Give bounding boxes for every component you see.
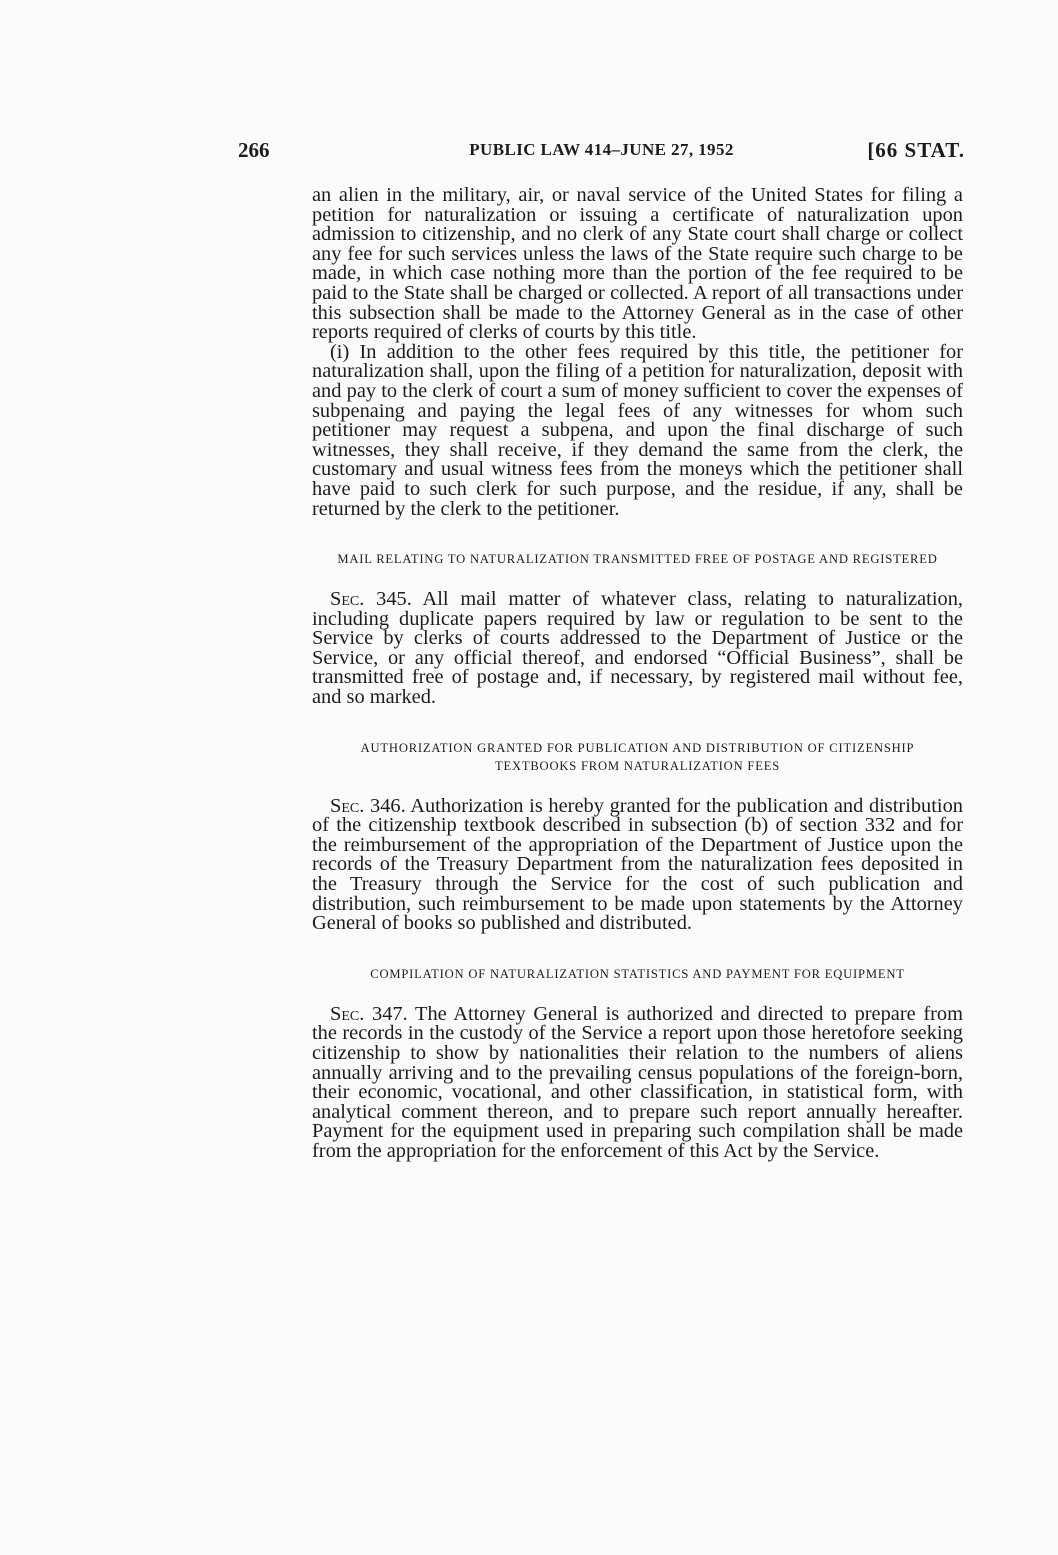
section-text: Authorization is hereby granted for the publication and distribution of the citizenship textbook described in subsection (b) of section 332 and for the reimbursement of the appropriation of the Department of Justice upon the records of the Treasury Department from the naturalization fees deposited in the Treasury through the Service for the cost of such publication and distribution, such reimbursement to be made upon statements by the Attorney General of books so published and distributed. <box>312 794 963 935</box>
section-heading-346: AUTHORIZATION GRANTED FOR PUBLICATION AND DISTRIBUTION OF CITIZENSHIP TEXTBOOKS FROM NATURALIZATION FEES <box>360 740 915 773</box>
page-header <box>238 138 965 168</box>
section-heading-345: MAIL RELATING TO NATURALIZATION TRANSMITTED FREE OF POSTAGE AND REGISTERED <box>337 552 938 567</box>
section-label: Sec. <box>330 588 365 611</box>
section-number: 347. <box>372 1002 408 1025</box>
section-text: All mail matter of whatever class, relating to naturalization, including duplicate papers required by law or regulation to be sent to the Service by clerks of courts addressed to the Department of Justice or the Service, or any official thereof, and endorsed “Official Business”, shall be transmitted free of postage and, if necessary, by registered mail without fee, and so marked. <box>312 588 963 709</box>
statute-reference: [66 STAT. <box>867 138 965 162</box>
continuation-paragraph: an alien in the military, air, or naval service of the United States for filing a petition for naturalization or issuing a certificate of naturalization upon admission to citizenship, and no clerk of any State court shall charge or collect any fee for such services unless the laws of the State require such charge to be made, in which case nothing more than the portion of the fee required to be paid to the State shall be charged or collected. A report of all transactions under this subsection shall be made to the Attorney General as in the case of other reports required of clerks of courts by this title. <box>312 184 963 344</box>
subsection-i-paragraph: (i) In addition to the other fees required by this title, the petitioner for naturalization shall, upon the filing of a petition for naturalization, deposit with and pay to the clerk of court a sum of money sufficient to cover the expenses of subpenaing and paying the legal fees of any witnesses for whom such petitioner may request a subpena, and upon the final discharge of such witnesses, they shall receive, if they demand the same from the clerk, the customary and usual witness fees from the moneys which the petitioner shall have paid to such clerk for such purpose, and the residue, if any, shall be returned by the clerk to the petitioner. <box>312 340 963 520</box>
section-number: 346. <box>370 794 406 817</box>
section-label: Sec. <box>330 1002 365 1025</box>
section-347-paragraph <box>312 1002 963 1162</box>
section-text: The Attorney General is authorized and directed to prepare from the records in the custody of the Service a report upon those heretofore seeking citizenship to show by nationalities their relation to the numbers of aliens annually arriving and to the prevailing census populations of the foreign-born, their economic, vocational, and other classification, in statistical form, with analytical comment thereon, and to prepare such report annually hereafter. Payment for the equipment used in preparing such compilation shall be made from the appropriation for the enforcement of this Act by the Service. <box>312 1002 963 1162</box>
body-text <box>312 186 963 1162</box>
section-346-paragraph <box>312 794 963 935</box>
section-heading-347: COMPILATION OF NATURALIZATION STATISTICS AND PAYMENT FOR EQUIPMENT <box>370 966 905 981</box>
section-number: 345. <box>376 588 412 611</box>
running-title: PUBLIC LAW 414–JUNE 27, 1952 <box>469 140 734 159</box>
page-number: 266 <box>238 138 270 162</box>
section-label: Sec. <box>330 794 365 817</box>
section-345-paragraph <box>312 590 963 708</box>
